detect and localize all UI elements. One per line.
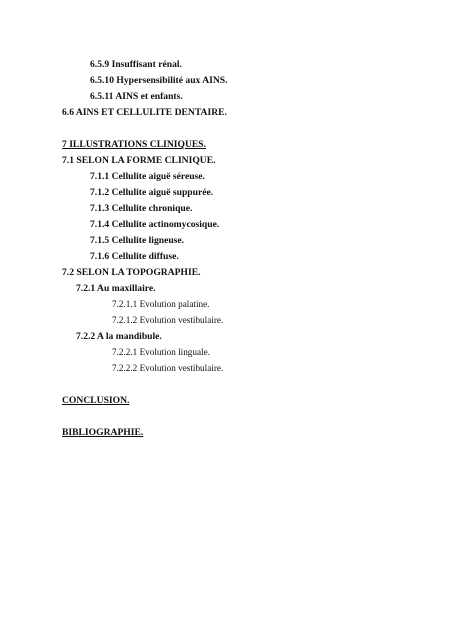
toc-entry-6-5-9: 6.5.9 Insuffisant rénal. [90, 59, 182, 70]
toc-entry-7-2-1-2: 7.2.1.2 Evolution vestibulaire. [112, 315, 224, 325]
toc-entry-7-2-2-2: 7.2.2.2 Evolution vestibulaire. [112, 363, 224, 373]
toc-chapter-7: 7 ILLUSTRATIONS CLINIQUES. [62, 139, 207, 150]
toc-entry-7-1-2: 7.1.2 Cellulite aiguë suppurée. [90, 187, 214, 198]
toc-entry-7-2-2: 7.2.2 A la mandibule. [76, 331, 162, 342]
toc-bibliography: BIBLIOGRAPHIE. [62, 427, 144, 438]
toc-entry-6-6: 6.6 AINS ET CELLULITE DENTAIRE. [62, 107, 227, 118]
toc-entry-6-5-10: 6.5.10 Hypersensibilité aux AINS. [90, 75, 228, 86]
toc-entry-7-1-5: 7.1.5 Cellulite ligneuse. [90, 235, 185, 246]
toc-entry-7-1-1: 7.1.1 Cellulite aiguë séreuse. [90, 171, 205, 182]
toc-entry-7-1-4: 7.1.4 Cellulite actinomycosique. [90, 219, 220, 230]
toc-entry-7-1-3: 7.1.3 Cellulite chronique. [90, 203, 193, 214]
toc-entry-7-2-1-1: 7.2.1.1 Evolution palatine. [112, 299, 210, 309]
toc-entry-7-2-1: 7.2.1 Au maxillaire. [76, 283, 156, 294]
toc-entry-7-2: 7.2 SELON LA TOPOGRAPHIE. [62, 267, 201, 278]
toc-entry-6-5-11: 6.5.11 AINS et enfants. [90, 91, 183, 102]
toc-entry-7-1-6: 7.1.6 Cellulite diffuse. [90, 251, 179, 262]
toc-entry-7-1: 7.1 SELON LA FORME CLINIQUE. [62, 155, 216, 166]
toc-entry-7-2-2-1: 7.2.2.1 Evolution linguale. [112, 347, 210, 357]
toc-conclusion: CONCLUSION. [62, 395, 130, 406]
